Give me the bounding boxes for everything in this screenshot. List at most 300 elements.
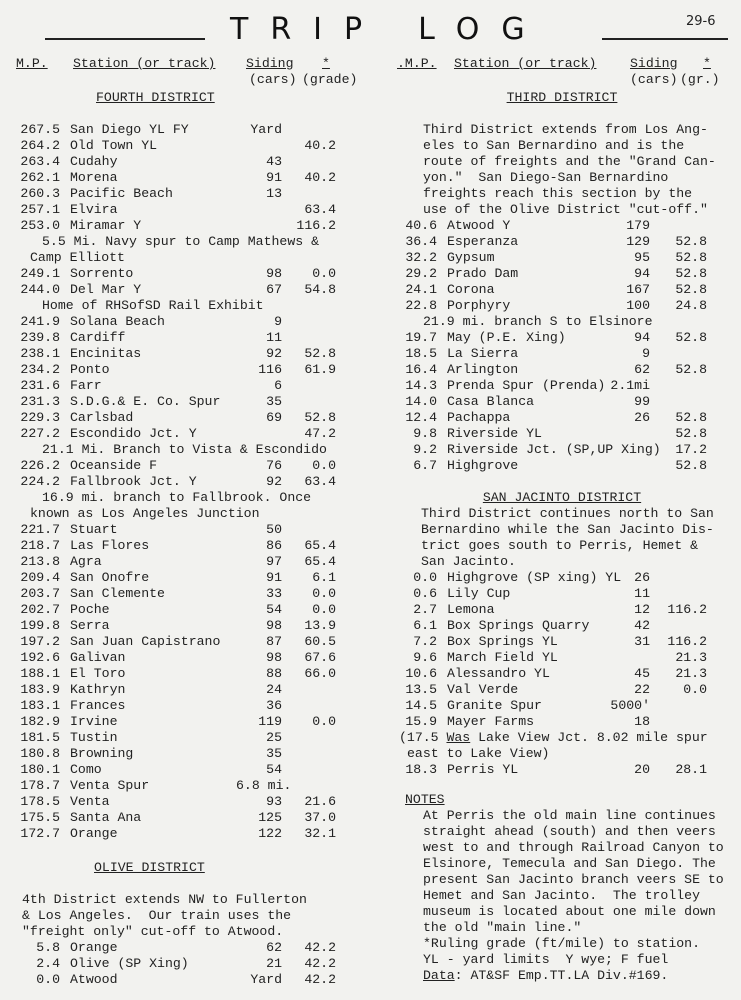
description-line: trict goes south to Perris, Hemet &: [421, 538, 698, 553]
row-grade: 65.4: [304, 554, 336, 569]
table-row: [16, 730, 361, 746]
row-grade: 63.4: [304, 474, 336, 489]
lake-view-note-text: Lake View Jct. 8.02 mile spur: [470, 730, 708, 745]
row-mp: 36.4: [405, 234, 437, 249]
row-grade: 42.2: [304, 956, 336, 971]
notes-title: NOTES: [405, 792, 445, 807]
row-station: March Field YL: [447, 650, 558, 665]
table-row: [397, 362, 727, 378]
table-row: [16, 810, 361, 826]
row-grade: 116.2: [667, 634, 707, 649]
row-mp: 13.5: [405, 682, 437, 697]
description-line: Third District continues north to San: [421, 506, 714, 521]
row-mp: 172.7: [20, 826, 60, 841]
row-station: Escondido Jct. Y: [70, 426, 197, 441]
row-siding: 26: [634, 570, 650, 585]
row-grade: 52.8: [675, 330, 707, 345]
row-siding: 99: [634, 394, 650, 409]
row-mp: 181.5: [20, 730, 60, 745]
row-grade: 116.2: [667, 602, 707, 617]
row-mp: 18.3: [405, 762, 437, 777]
table-row: [16, 186, 361, 202]
row-siding: 62: [266, 940, 282, 955]
row-siding: 94: [634, 330, 650, 345]
row-station: Olive (SP Xing): [70, 956, 189, 971]
row-siding: Yard: [250, 122, 282, 137]
row-mp: 5.8: [36, 940, 60, 955]
table-row: [397, 394, 727, 410]
title-rule-right: [602, 38, 728, 40]
row-station: Galivan: [70, 650, 126, 665]
table-row: [16, 554, 361, 570]
row-station: Fallbrook Jct. Y: [70, 474, 197, 489]
row-mp: 234.2: [20, 362, 60, 377]
table-row: [16, 682, 361, 698]
row-mp: 9.2: [413, 442, 437, 457]
row-grade: 52.8: [675, 250, 707, 265]
row-station: Atwood Y: [447, 218, 511, 233]
table-note: [397, 314, 727, 330]
table-row: [16, 122, 361, 138]
table-row: [16, 972, 361, 988]
row-mp: 14.5: [405, 698, 437, 713]
row-mp: 14.0: [405, 394, 437, 409]
row-siding: 36: [266, 698, 282, 713]
row-station: Browning: [70, 746, 134, 761]
row-station: Miramar Y: [70, 218, 142, 233]
fourth-district-table: [16, 122, 361, 842]
table-row: [397, 666, 727, 682]
row-grade: 52.8: [304, 410, 336, 425]
left-column: [16, 56, 361, 988]
row-mp: 2.4: [36, 956, 60, 971]
table-row: [397, 426, 727, 442]
row-grade: 37.0: [304, 810, 336, 825]
row-grade: 52.8: [675, 266, 707, 281]
lake-view-note-mp: (17.5: [399, 730, 447, 745]
table-row: [397, 570, 727, 586]
row-station: Ponto: [70, 362, 110, 377]
header-grade: *: [322, 56, 330, 71]
row-mp: 231.3: [20, 394, 60, 409]
notes-line: Hemet and San Jacinto. The trolley: [423, 888, 700, 903]
header-siding: Siding: [630, 56, 678, 71]
row-station: Elvira: [70, 202, 118, 217]
table-row: [16, 794, 361, 810]
notes-line: *Ruling grade (ft/mile) to station.: [423, 936, 700, 951]
row-grade: 6.1: [312, 570, 336, 585]
row-grade: 42.2: [304, 940, 336, 955]
row-station: El Toro: [70, 666, 126, 681]
olive-district-table: [16, 940, 361, 988]
row-station: Alessandro YL: [447, 666, 550, 681]
row-grade: 116.2: [296, 218, 336, 233]
row-siding: 6: [274, 378, 282, 393]
row-mp: 202.7: [20, 602, 60, 617]
row-grade: 21.3: [675, 650, 707, 665]
row-grade: 0.0: [312, 714, 336, 729]
row-station: Riverside Jct. (SP,UP Xing): [447, 442, 661, 457]
row-siding: 35: [266, 746, 282, 761]
table-note: [16, 490, 361, 506]
page-title: [230, 12, 581, 47]
title-rule-left: [45, 38, 205, 40]
page-number: 29-6: [686, 14, 716, 29]
row-grade: 54.8: [304, 282, 336, 297]
san-jacinto-district-title: SAN JACINTO DISTRICT: [482, 490, 642, 505]
table-row: [16, 138, 361, 154]
row-mp: 9.6: [413, 650, 437, 665]
table-row: [16, 538, 361, 554]
row-siding: Yard: [250, 972, 282, 987]
row-station: Encinitas: [70, 346, 142, 361]
row-siding: 98: [266, 650, 282, 665]
table-row: [397, 458, 727, 474]
row-grade: 52.8: [675, 410, 707, 425]
lake-view-note-was: Was: [446, 730, 471, 745]
notes-line: present San Jacinto branch veers SE to: [423, 872, 724, 887]
description-line: route of freights and the "Grand Can-: [423, 154, 716, 169]
table-row: [16, 522, 361, 538]
table-row: [16, 330, 361, 346]
row-station: Las Flores: [70, 538, 150, 553]
notes-section: [397, 792, 727, 984]
row-mp: 24.1: [405, 282, 437, 297]
row-siding: 179: [626, 218, 650, 233]
row-station: San Clemente: [70, 586, 165, 601]
row-station: Santa Ana: [70, 810, 142, 825]
right-column: [397, 56, 727, 984]
description-line: Bernardino while the San Jacinto Dis-: [421, 522, 714, 537]
row-siding: 129: [626, 234, 650, 249]
row-siding: 93: [266, 794, 282, 809]
description-line: yon." San Diego-San Bernardino: [423, 170, 669, 185]
row-grade: 0.0: [683, 682, 707, 697]
row-grade: 52.8: [304, 346, 336, 361]
row-mp: 19.7: [405, 330, 437, 345]
note-text: 21.1 Mi. Branch to Vista & Escondido: [42, 442, 327, 457]
row-station: Stuart: [70, 522, 118, 537]
header-grade-sub: (grade): [302, 72, 358, 87]
row-station: Frances: [70, 698, 126, 713]
table-row: [16, 346, 361, 362]
row-siding: 98: [266, 618, 282, 633]
row-grade: 52.8: [675, 362, 707, 377]
row-grade: 24.8: [675, 298, 707, 313]
row-station: S.D.G.& E. Co. Spur: [70, 394, 221, 409]
row-station: Poche: [70, 602, 110, 617]
row-siding: 22: [634, 682, 650, 697]
table-row: [397, 282, 727, 298]
row-station: San Onofre: [70, 570, 150, 585]
row-grade: 0.0: [312, 602, 336, 617]
row-siding: 24: [266, 682, 282, 697]
table-row: [397, 682, 727, 698]
row-siding: 50: [266, 522, 282, 537]
row-mp: 40.6: [405, 218, 437, 233]
row-siding: 119: [258, 714, 282, 729]
row-mp: 32.2: [405, 250, 437, 265]
row-mp: 0.6: [413, 586, 437, 601]
row-siding: 12: [634, 602, 650, 617]
description-line: eles to San Bernardino and is the: [423, 138, 685, 153]
row-siding: 54: [266, 762, 282, 777]
table-row: [16, 218, 361, 234]
row-station: Prado Dam: [447, 266, 519, 281]
row-siding: 91: [266, 570, 282, 585]
table-row: [16, 602, 361, 618]
row-siding: 116: [258, 362, 282, 377]
row-station: Atwood: [70, 972, 118, 987]
row-siding: 11: [634, 586, 650, 601]
row-siding: 31: [634, 634, 650, 649]
row-siding: 18: [634, 714, 650, 729]
row-station: Irvine: [70, 714, 118, 729]
row-grade: 67.6: [304, 650, 336, 665]
row-grade: 0.0: [312, 266, 336, 281]
table-row: [16, 170, 361, 186]
row-station: Esperanza: [447, 234, 519, 249]
row-mp: 14.3: [405, 378, 437, 393]
row-station: Orange: [70, 940, 118, 955]
description-line: San Jacinto.: [421, 554, 516, 569]
row-station: Sorrento: [70, 266, 134, 281]
row-station: Cudahy: [70, 154, 118, 169]
row-station: Old Town YL: [70, 138, 158, 153]
row-grade: 0.0: [312, 458, 336, 473]
row-siding: 167: [626, 282, 650, 297]
row-grade: 40.2: [304, 170, 336, 185]
third-district-title: THIRD DISTRICT: [506, 90, 618, 105]
row-mp: 178.5: [20, 794, 60, 809]
row-station: May (P.E. Xing): [447, 330, 566, 345]
row-mp: 7.2: [413, 634, 437, 649]
row-mp: 249.1: [20, 266, 60, 281]
row-mp: 229.3: [20, 410, 60, 425]
row-siding: 25: [266, 730, 282, 745]
title-word-trip: TRIP: [230, 12, 385, 47]
notes-data-text: : AT&SF Emp.TT.LA Div.#169.: [454, 968, 669, 983]
row-station: La Sierra: [447, 346, 519, 361]
note-text: 16.9 mi. branch to Fallbrook. Once: [42, 490, 312, 505]
table-row: [397, 586, 727, 602]
table-note: [16, 442, 361, 458]
table-row: [16, 202, 361, 218]
table-row: [397, 602, 727, 618]
row-station: Prenda Spur (Prenda): [447, 378, 606, 393]
row-mp: 15.9: [405, 714, 437, 729]
row-mp: 209.4: [20, 570, 60, 585]
description-line: use of the Olive District "cut-off.": [423, 202, 708, 217]
row-siding: 5000': [610, 698, 650, 713]
header-siding-sub: (cars): [630, 72, 678, 87]
row-mp: 199.8: [20, 618, 60, 633]
row-mp: 29.2: [405, 266, 437, 281]
table-row: [16, 394, 361, 410]
row-mp: 182.9: [20, 714, 60, 729]
table-row: [397, 346, 727, 362]
row-station: Box Springs YL: [447, 634, 558, 649]
row-siding: 69: [266, 410, 282, 425]
table-row: [16, 826, 361, 842]
row-siding: 9: [274, 314, 282, 329]
row-grade: 61.9: [304, 362, 336, 377]
row-grade: 40.2: [304, 138, 336, 153]
row-grade: 32.1: [304, 826, 336, 841]
third-district-description: [397, 122, 727, 218]
row-siding: 122: [258, 826, 282, 841]
row-siding: 2.1mi: [610, 378, 650, 393]
row-siding: 43: [266, 154, 282, 169]
row-siding: 97: [266, 554, 282, 569]
table-note: [16, 250, 361, 266]
table-row: [16, 618, 361, 634]
row-siding: 6.8 mi.: [236, 778, 292, 793]
table-row: [16, 634, 361, 650]
table-row: [397, 234, 727, 250]
row-siding: 86: [266, 538, 282, 553]
row-mp: 183.9: [20, 682, 60, 697]
fourth-district-title: FOURTH DISTRICT: [96, 90, 215, 105]
row-station: Orange: [70, 826, 118, 841]
notes-data-label: Data: [423, 968, 455, 983]
san-jacinto-description: [397, 506, 727, 570]
row-station: Tustin: [70, 730, 118, 745]
row-mp: 221.7: [20, 522, 60, 537]
row-station: Como: [70, 762, 102, 777]
row-station: Agra: [70, 554, 102, 569]
notes-line: Elsinore, Temecula and San Diego. The: [423, 856, 716, 871]
row-station: Val Verde: [447, 682, 519, 697]
table-row: [397, 442, 727, 458]
row-mp: 0.0: [413, 570, 437, 585]
row-mp: 0.0: [36, 972, 60, 987]
row-grade: 47.2: [304, 426, 336, 441]
row-grade: 52.8: [675, 234, 707, 249]
row-mp: 22.8: [405, 298, 437, 313]
row-mp: 188.1: [20, 666, 60, 681]
row-siding: 95: [634, 250, 650, 265]
row-mp: 264.2: [20, 138, 60, 153]
row-station: Highgrove: [447, 458, 519, 473]
row-grade: 21.6: [304, 794, 336, 809]
row-mp: 231.6: [20, 378, 60, 393]
row-station: Cardiff: [70, 330, 126, 345]
row-station: Granite Spur: [447, 698, 542, 713]
row-station: Pachappa: [447, 410, 511, 425]
row-mp: 6.7: [413, 458, 437, 473]
row-station: Kathryn: [70, 682, 126, 697]
row-siding: 45: [634, 666, 650, 681]
table-row: [397, 410, 727, 426]
row-mp: 178.7: [20, 778, 60, 793]
row-siding: 21: [266, 956, 282, 971]
lake-view-note: [397, 730, 727, 762]
table-row: [16, 266, 361, 282]
title-word-log: LOG: [418, 12, 547, 47]
row-mp: 263.4: [20, 154, 60, 169]
table-row: [16, 378, 361, 394]
row-grade: 28.1: [675, 762, 707, 777]
header-mp: M.P.: [16, 56, 48, 71]
row-mp: 203.7: [20, 586, 60, 601]
row-siding: 20: [634, 762, 650, 777]
row-station: San Juan Capistrano: [70, 634, 221, 649]
note-text: Camp Elliott: [30, 250, 125, 265]
third-district-table: [397, 218, 727, 474]
description-line: Third District extends from Los Ang-: [423, 122, 708, 137]
row-station: Box Springs Quarry: [447, 618, 590, 633]
row-grade: 42.2: [304, 972, 336, 987]
row-station: Highgrove (SP xing) YL: [447, 570, 622, 585]
row-mp: 218.7: [20, 538, 60, 553]
row-grade: 52.8: [675, 458, 707, 473]
description-line: freights reach this section by the: [423, 186, 693, 201]
table-note: [16, 234, 361, 250]
row-station: San Diego YL FY: [70, 122, 189, 137]
table-row: [16, 746, 361, 762]
table-row: [16, 956, 361, 972]
table-row: [16, 362, 361, 378]
row-mp: 9.8: [413, 426, 437, 441]
row-siding: 87: [266, 634, 282, 649]
row-grade: 0.0: [312, 586, 336, 601]
table-row: [16, 650, 361, 666]
lake-view-note-line2: east to Lake View): [407, 746, 550, 761]
row-siding: 98: [266, 266, 282, 281]
table-row: [397, 650, 727, 666]
row-station: Serra: [70, 618, 110, 633]
row-grade: 63.4: [304, 202, 336, 217]
row-station: Del Mar Y: [70, 282, 142, 297]
table-row: [16, 154, 361, 170]
notes-line: museum is located about one mile down: [423, 904, 716, 919]
olive-district-title: OLIVE DISTRICT: [94, 860, 205, 875]
row-station: Venta Spur: [70, 778, 150, 793]
table-row: [16, 666, 361, 682]
row-station: Oceanside F: [70, 458, 158, 473]
row-station: Perris YL: [447, 762, 519, 777]
row-mp: 16.4: [405, 362, 437, 377]
row-siding: 11: [266, 330, 282, 345]
row-siding: 92: [266, 474, 282, 489]
row-mp: 244.0: [20, 282, 60, 297]
row-station: Carlsbad: [70, 410, 134, 425]
row-grade: 52.8: [675, 426, 707, 441]
column-headers-right: [397, 56, 727, 90]
notes-line: At Perris the old main line continues: [423, 808, 716, 823]
row-mp: 257.1: [20, 202, 60, 217]
row-mp: 262.1: [20, 170, 60, 185]
row-mp: 238.1: [20, 346, 60, 361]
table-row: [16, 778, 361, 794]
row-siding: 88: [266, 666, 282, 681]
row-mp: 180.1: [20, 762, 60, 777]
row-mp: 197.2: [20, 634, 60, 649]
row-station: Porphyry: [447, 298, 511, 313]
row-siding: 26: [634, 410, 650, 425]
table-row: [16, 586, 361, 602]
description-line: 4th District extends NW to Fullerton: [22, 892, 307, 907]
header-grade-sub: (gr.): [680, 72, 720, 87]
header-grade: *: [703, 56, 711, 71]
row-grade: 60.5: [304, 634, 336, 649]
table-row: [16, 698, 361, 714]
row-station: Lemona: [447, 602, 495, 617]
row-siding: 100: [626, 298, 650, 313]
san-jacinto-table: [397, 570, 727, 730]
notes-line: straight ahead (south) and then veers: [423, 824, 716, 839]
